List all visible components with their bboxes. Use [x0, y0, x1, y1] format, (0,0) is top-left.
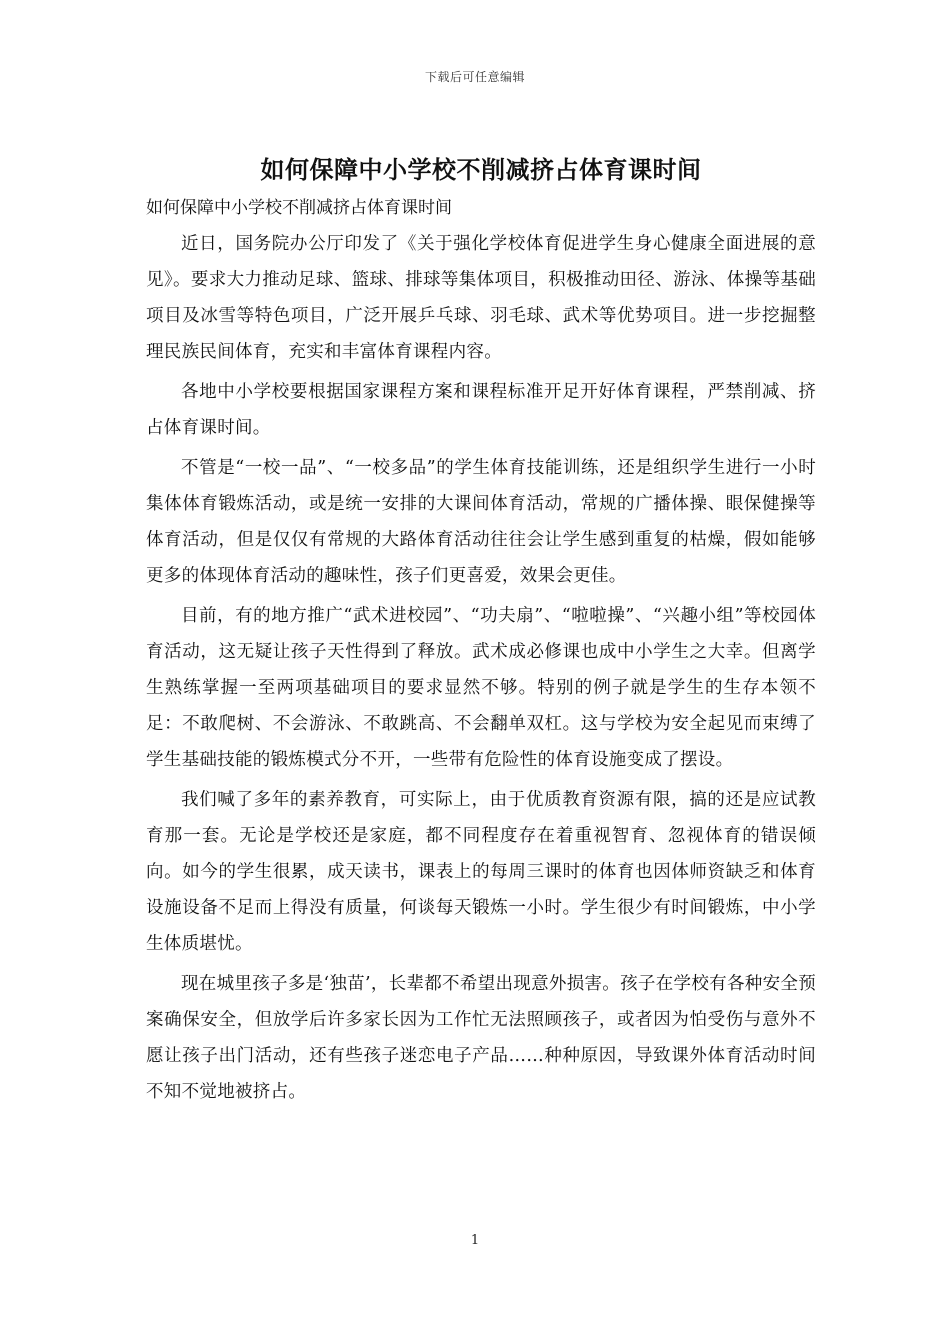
- header-note: 下载后可任意编辑: [424, 70, 525, 84]
- page-number: 1: [470, 1233, 480, 1248]
- document-subtitle: 如何保障中小学校不削减挤占体育课时间: [146, 198, 452, 218]
- paragraph-5: 我们喊了多年的素养教育，可实际上，由于优质教育资源有限，搞的还是应试教育那一套。无论是学校还是家庭，都不同程度存在着重视智育、忽视体育的错误倾向。如今的学生很累，成天读书，课表上的每周三课时的体育也因体师资缺乏和体育设施设备不足而上得没有质量，何谈每天锻炼一小时。学生很少有时间锻炼，中小学生体质堪忧。: [146, 790, 816, 954]
- paragraph-4: 目前，有的地方推广“武术进校园”、“功夫扇”、“啦啦操”、“兴趣小组”等校园体育活动，这无疑让孩子天性得到了释放。武术成必修课也成中小学生之大幸。但离学生熟练掌握一至两项基础项目的要求显然不够。特别的例子就是学生的生存本领不足：不敢爬树、不会游泳、不敢跳高、不会翻单双杠。这与学校为安全起见而束缚了学生基础技能的锻炼模式分不开，一些带有危险性的体育设施变成了摆设。: [146, 606, 816, 770]
- paragraph-6: 现在城里孩子多是‘独苗’，长辈都不希望出现意外损害。孩子在学校有各种安全预案确保安全，但放学后许多家长因为工作忙无法照顾孩子，或者因为怕受伤与意外不愿让孩子出门活动，还有些孩子迷恋电子产品……种种原因，导致课外体育活动时间不知不觉地被挤占。: [146, 974, 816, 1102]
- document-title: 如何保障中小学校不削减挤占体育课时间: [260, 155, 702, 184]
- document-body: [146, 150, 816, 1110]
- paragraph-3: 不管是“一校一品”、“一校多品”的学生体育技能训练，还是组织学生进行一小时集体体育锻炼活动，或是统一安排的大课间体育活动，常规的广播体操、眼保健操等体育活动，但是仅仅有常规的大路体育活动往往会让学生感到重复的枯燥，假如能够更多的体现体育活动的趣味性，孩子们更喜爱，效果会更佳。: [146, 458, 816, 586]
- paragraph-2: 各地中小学校要根据国家课程方案和课程标准开足开好体育课程，严禁削减、挤占体育课时间。: [146, 382, 816, 438]
- paragraph-1: 近日，国务院办公厅印发了《关于强化学校体育促进学生身心健康全面进展的意见》。要求大力推动足球、篮球、排球等集体项目，积极推动田径、游泳、体操等基础项目及冰雪等特色项目，广泛开展乒乓球、羽毛球、武术等优势项目。进一步挖掘整理民族民间体育，充实和丰富体育课程内容。: [146, 234, 816, 362]
